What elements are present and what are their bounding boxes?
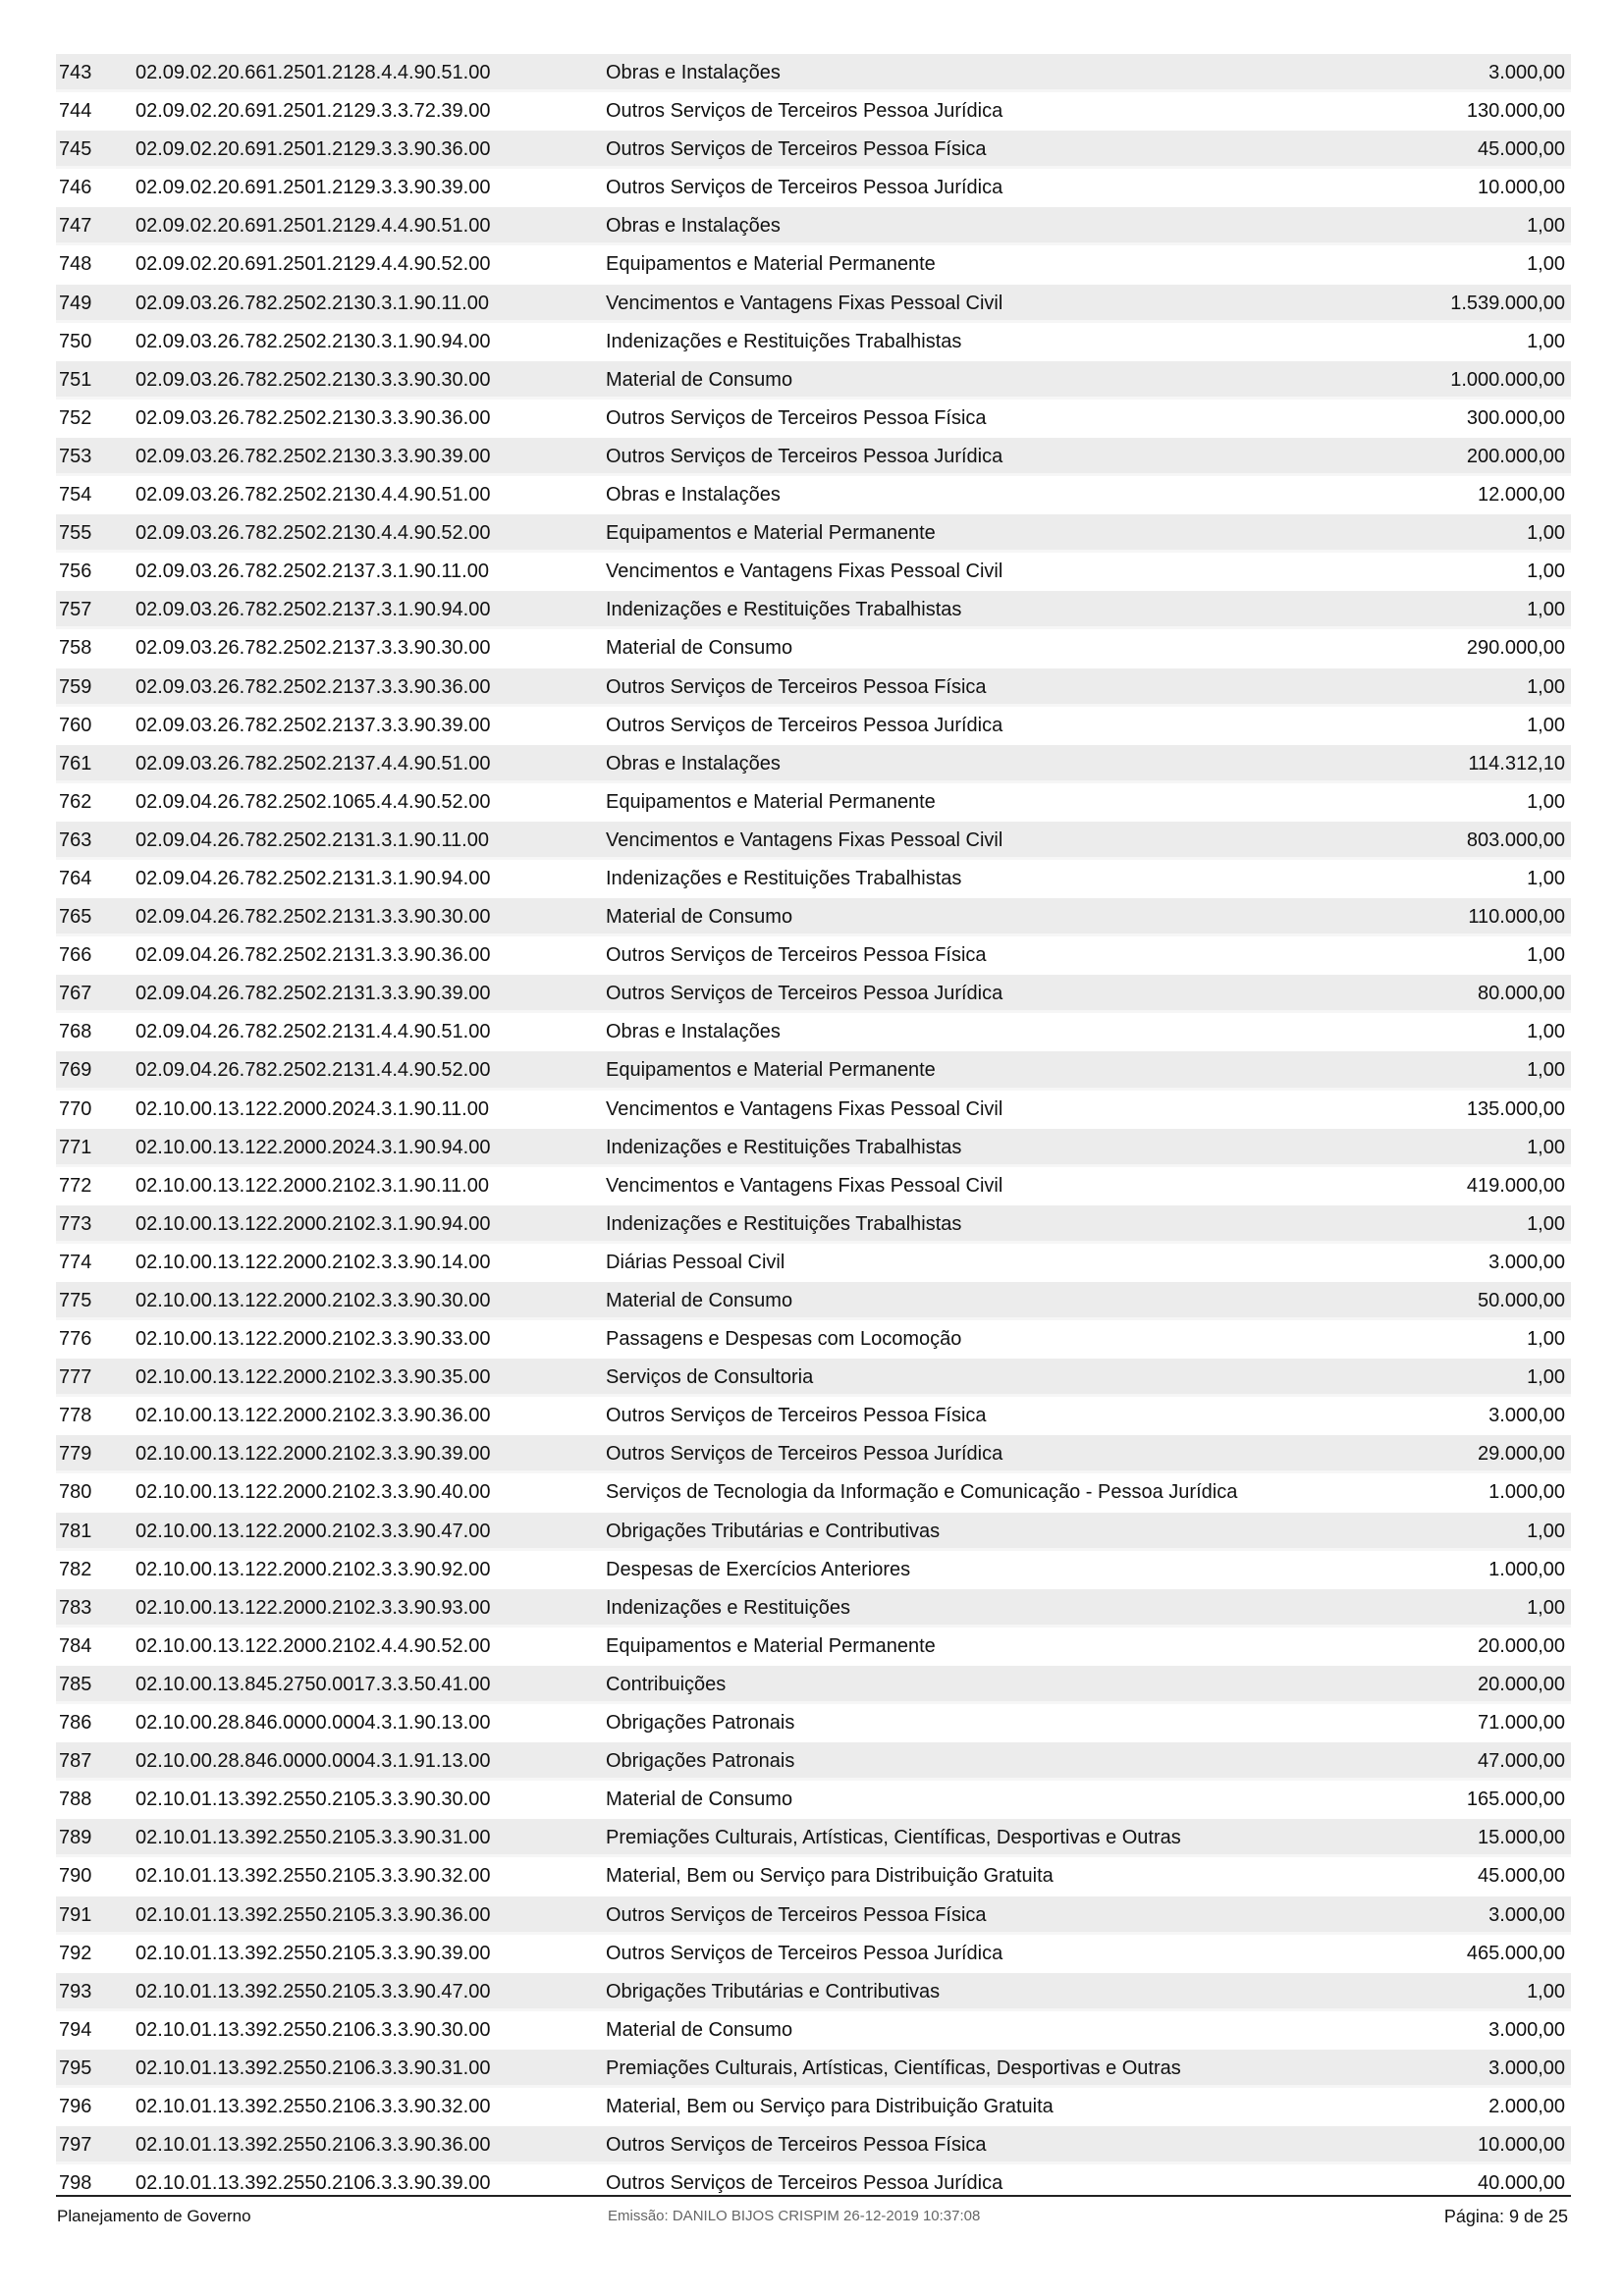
table-row (56, 2011, 1571, 2050)
account-description: Obras e Instalações (606, 62, 781, 83)
row-number: 762 (59, 790, 92, 813)
account-code: 02.10.00.28.846.0000.0004.3.1.91.13.00 (135, 1750, 491, 1773)
row-number: 796 (59, 2095, 92, 2117)
table-row (56, 2050, 1571, 2088)
row-number: 750 (59, 330, 92, 352)
account-description: Indenizações e Restituições Trabalhistas (606, 867, 962, 889)
footer-emission: Emissão: DANILO BIJOS CRISPIM 26-12-2019 10:37:08 (608, 2208, 981, 2224)
footer-page-number: Página: 9 de 25 (1443, 2207, 1568, 2226)
row-number: 763 (59, 828, 92, 851)
account-description: Vencimentos e Vantagens Fixas Pessoal Civil (606, 1174, 1003, 1197)
account-description: Contribuições (606, 1673, 727, 1695)
account-code: 02.10.00.13.122.2000.2024.3.1.90.11.00 (135, 1097, 489, 1120)
account-code: 02.10.00.13.122.2000.2102.3.1.90.11.00 (135, 1174, 489, 1197)
row-number: 748 (59, 253, 92, 276)
amount-value: 45.000,00 (1478, 138, 1565, 161)
account-code: 02.10.01.13.392.2550.2105.3.3.90.30.00 (135, 1789, 491, 1811)
amount-value: 419.000,00 (1466, 1174, 1565, 1197)
amount-value: 1.000.000,00 (1450, 368, 1565, 391)
account-description: Despesas de Exercícios Anteriores (606, 1558, 911, 1580)
account-description: Material de Consumo (606, 1789, 793, 1811)
account-code: 02.09.03.26.782.2502.2137.3.3.90.30.00 (135, 637, 491, 660)
amount-value: 20.000,00 (1478, 1634, 1565, 1657)
account-code: 02.10.00.28.846.0000.0004.3.1.90.13.00 (135, 1712, 491, 1735)
table-row (56, 1628, 1571, 1666)
table-row (56, 1935, 1571, 1973)
account-description: Indenizações e Restituições Trabalhistas (606, 1212, 962, 1235)
table-row (56, 1589, 1571, 1628)
amount-value: 1,00 (1527, 253, 1565, 276)
account-description: Indenizações e Restituições (606, 1596, 851, 1619)
row-number: 765 (59, 906, 92, 929)
amount-value: 40.000,00 (1478, 2172, 1565, 2195)
row-number: 756 (59, 561, 92, 583)
table-row (56, 476, 1571, 514)
amount-value: 1.539.000,00 (1450, 292, 1565, 314)
account-code: 02.10.00.13.122.2000.2102.4.4.90.52.00 (135, 1634, 491, 1657)
amount-value: 200.000,00 (1466, 445, 1565, 467)
account-code: 02.09.04.26.782.2502.2131.3.3.90.39.00 (135, 983, 491, 1005)
account-code: 02.09.04.26.782.2502.1065.4.4.90.52.00 (135, 790, 491, 813)
amount-value: 71.000,00 (1478, 1712, 1565, 1735)
account-code: 02.09.04.26.782.2502.2131.3.3.90.30.00 (135, 906, 491, 929)
account-code: 02.10.00.13.122.2000.2102.3.3.90.40.00 (135, 1481, 491, 1504)
account-description: Equipamentos e Material Permanente (606, 790, 936, 813)
table-row (56, 400, 1571, 438)
account-description: Outros Serviços de Terceiros Pessoa Jurídica (606, 1443, 1003, 1466)
row-number: 786 (59, 1712, 92, 1735)
account-code: 02.10.01.13.392.2550.2106.3.3.90.31.00 (135, 2056, 491, 2079)
account-description: Material, Bem ou Serviço para Distribuição Gratuita (606, 1865, 1054, 1888)
account-description: Obrigações Patronais (606, 1712, 795, 1735)
table-row (56, 1282, 1571, 1320)
table-row (56, 361, 1571, 400)
row-number: 767 (59, 983, 92, 1005)
table-row (56, 245, 1571, 284)
account-description: Vencimentos e Vantagens Fixas Pessoal Civil (606, 561, 1003, 583)
account-description: Vencimentos e Vantagens Fixas Pessoal Civil (606, 292, 1003, 314)
account-code: 02.10.01.13.392.2550.2105.3.3.90.32.00 (135, 1865, 491, 1888)
row-number: 766 (59, 944, 92, 967)
amount-value: 1,00 (1527, 944, 1565, 967)
table-row (56, 591, 1571, 629)
account-description: Material de Consumo (606, 2018, 793, 2041)
row-number: 764 (59, 867, 92, 889)
table-row (56, 1819, 1571, 1857)
row-number: 775 (59, 1290, 92, 1311)
account-description: Material de Consumo (606, 906, 793, 929)
row-number: 790 (59, 1865, 92, 1888)
amount-value: 300.000,00 (1466, 406, 1565, 429)
account-code: 02.10.00.13.122.2000.2102.3.3.90.39.00 (135, 1443, 491, 1466)
amount-value: 1.000,00 (1488, 1481, 1565, 1504)
account-code: 02.09.03.26.782.2502.2130.4.4.90.52.00 (135, 522, 491, 545)
table-row (56, 860, 1571, 898)
row-number: 782 (59, 1558, 92, 1580)
amount-value: 3.000,00 (1488, 1903, 1565, 1926)
amount-value: 1,00 (1527, 561, 1565, 583)
account-description: Outros Serviços de Terceiros Pessoa Física (606, 2134, 987, 2157)
account-code: 02.09.02.20.691.2501.2129.3.3.90.36.00 (135, 138, 491, 161)
table-row (56, 1513, 1571, 1551)
table-row (56, 668, 1571, 707)
row-number: 779 (59, 1443, 92, 1466)
amount-value: 1,00 (1527, 1328, 1565, 1351)
amount-value: 3.000,00 (1488, 62, 1565, 83)
table-row (56, 1551, 1571, 1589)
account-code: 02.10.00.13.122.2000.2102.3.3.90.33.00 (135, 1328, 491, 1351)
account-description: Indenizações e Restituições Trabalhistas (606, 1136, 962, 1158)
row-number: 778 (59, 1405, 92, 1427)
table-row (56, 783, 1571, 822)
row-number: 746 (59, 177, 92, 199)
amount-value: 165.000,00 (1466, 1789, 1565, 1811)
row-number: 757 (59, 599, 92, 621)
row-number: 798 (59, 2172, 92, 2195)
account-description: Outros Serviços de Terceiros Pessoa Física (606, 675, 987, 698)
account-code: 02.09.04.26.782.2502.2131.3.1.90.11.00 (135, 828, 489, 851)
account-description: Obrigações Tributárias e Contributivas (606, 1520, 941, 1542)
row-number: 795 (59, 2056, 92, 2079)
budget-table (56, 54, 1571, 2203)
row-number: 781 (59, 1520, 92, 1542)
row-number: 753 (59, 445, 92, 467)
account-description: Outros Serviços de Terceiros Pessoa Física (606, 1903, 987, 1926)
account-code: 02.09.03.26.782.2502.2137.4.4.90.51.00 (135, 752, 491, 774)
row-number: 789 (59, 1827, 92, 1849)
amount-value: 1,00 (1527, 1212, 1565, 1235)
row-number: 747 (59, 215, 92, 238)
account-code: 02.09.04.26.782.2502.2131.3.3.90.36.00 (135, 944, 491, 967)
account-description: Equipamentos e Material Permanente (606, 1634, 936, 1657)
table-row (56, 629, 1571, 667)
account-description: Outros Serviços de Terceiros Pessoa Jurídica (606, 445, 1003, 467)
table-row (56, 1473, 1571, 1512)
row-number: 749 (59, 292, 92, 314)
account-code: 02.09.02.20.661.2501.2128.4.4.90.51.00 (135, 62, 491, 83)
row-number: 797 (59, 2134, 92, 2157)
account-description: Outros Serviços de Terceiros Pessoa Jurídica (606, 177, 1003, 199)
table-row (56, 1781, 1571, 1819)
amount-value: 130.000,00 (1466, 100, 1565, 123)
account-description: Equipamentos e Material Permanente (606, 522, 936, 545)
amount-value: 2.000,00 (1488, 2095, 1565, 2117)
account-code: 02.09.04.26.782.2502.2131.4.4.90.52.00 (135, 1059, 491, 1082)
account-code: 02.09.03.26.782.2502.2130.3.1.90.11.00 (135, 292, 489, 314)
account-description: Outros Serviços de Terceiros Pessoa Jurídica (606, 2172, 1003, 2195)
account-description: Obras e Instalações (606, 752, 781, 774)
table-row (56, 2164, 1571, 2203)
account-code: 02.09.03.26.782.2502.2137.3.1.90.11.00 (135, 561, 489, 583)
table-row (56, 438, 1571, 476)
table-row (56, 1091, 1571, 1129)
amount-value: 1,00 (1527, 1596, 1565, 1619)
account-description: Material de Consumo (606, 637, 793, 660)
row-number: 769 (59, 1059, 92, 1082)
amount-value: 803.000,00 (1466, 828, 1565, 851)
account-description: Outros Serviços de Terceiros Pessoa Física (606, 1405, 987, 1427)
table-row (56, 1973, 1571, 2011)
table-row (56, 1129, 1571, 1167)
amount-value: 114.312,10 (1468, 752, 1565, 774)
account-description: Outros Serviços de Terceiros Pessoa Física (606, 944, 987, 967)
amount-value: 110.000,00 (1468, 906, 1565, 929)
amount-value: 1,00 (1527, 1366, 1565, 1389)
table-row (56, 169, 1571, 207)
account-description: Indenizações e Restituições Trabalhistas (606, 599, 962, 621)
account-code: 02.09.03.26.782.2502.2130.3.1.90.94.00 (135, 330, 491, 352)
row-number: 793 (59, 1980, 92, 2002)
row-number: 788 (59, 1789, 92, 1811)
account-description: Outros Serviços de Terceiros Pessoa Jurídica (606, 1942, 1003, 1964)
account-description: Outros Serviços de Terceiros Pessoa Jurídica (606, 983, 1003, 1005)
row-number: 791 (59, 1903, 92, 1926)
amount-value: 80.000,00 (1478, 983, 1565, 1005)
amount-value: 1,00 (1527, 675, 1565, 698)
account-code: 02.09.03.26.782.2502.2130.3.3.90.39.00 (135, 445, 491, 467)
account-code: 02.09.03.26.782.2502.2137.3.1.90.94.00 (135, 599, 491, 621)
footer-divider (56, 2195, 1571, 2197)
amount-value: 3.000,00 (1488, 1405, 1565, 1427)
account-description: Material, Bem ou Serviço para Distribuição Gratuita (606, 2095, 1054, 2117)
row-number: 744 (59, 100, 92, 123)
table-row (56, 1397, 1571, 1435)
account-code: 02.09.03.26.782.2502.2130.3.3.90.36.00 (135, 406, 491, 429)
amount-value: 1,00 (1527, 867, 1565, 889)
account-description: Passagens e Despesas com Locomoção (606, 1328, 962, 1351)
account-description: Material de Consumo (606, 1290, 793, 1311)
account-description: Obras e Instalações (606, 484, 781, 507)
amount-value: 465.000,00 (1466, 1942, 1565, 1964)
row-number: 776 (59, 1328, 92, 1351)
row-number: 752 (59, 406, 92, 429)
row-number: 773 (59, 1212, 92, 1235)
row-number: 755 (59, 522, 92, 545)
account-code: 02.09.02.20.691.2501.2129.4.4.90.51.00 (135, 215, 491, 238)
account-description: Vencimentos e Vantagens Fixas Pessoal Civil (606, 828, 1003, 851)
account-code: 02.10.00.13.122.2000.2102.3.3.90.35.00 (135, 1366, 491, 1389)
account-code: 02.10.01.13.392.2550.2106.3.3.90.39.00 (135, 2172, 491, 2195)
table-row (56, 975, 1571, 1013)
table-row (56, 92, 1571, 131)
amount-value: 45.000,00 (1478, 1865, 1565, 1888)
table-row (56, 131, 1571, 169)
amount-value: 1,00 (1527, 215, 1565, 238)
account-code: 02.09.03.26.782.2502.2137.3.3.90.36.00 (135, 675, 491, 698)
row-number: 777 (59, 1366, 92, 1389)
amount-value: 290.000,00 (1466, 637, 1565, 660)
account-code: 02.10.00.13.122.2000.2024.3.1.90.94.00 (135, 1136, 491, 1158)
row-number: 780 (59, 1481, 92, 1504)
account-code: 02.09.03.26.782.2502.2137.3.3.90.39.00 (135, 714, 491, 736)
amount-value: 47.000,00 (1478, 1750, 1565, 1773)
account-code: 02.09.04.26.782.2502.2131.3.1.90.94.00 (135, 867, 491, 889)
table-row (56, 707, 1571, 745)
account-code: 02.09.03.26.782.2502.2130.3.3.90.30.00 (135, 368, 491, 391)
row-number: 772 (59, 1174, 92, 1197)
row-number: 785 (59, 1673, 92, 1695)
table-row (56, 1896, 1571, 1935)
amount-value: 1,00 (1527, 714, 1565, 736)
table-row (56, 1244, 1571, 1282)
row-number: 784 (59, 1634, 92, 1657)
account-description: Indenizações e Restituições Trabalhistas (606, 330, 962, 352)
amount-value: 15.000,00 (1478, 1827, 1565, 1849)
account-description: Obras e Instalações (606, 215, 781, 238)
table-row (56, 1857, 1571, 1896)
row-number: 754 (59, 484, 92, 507)
account-description: Premiações Culturais, Artísticas, Científicas, Desportivas e Outras (606, 2056, 1181, 2079)
account-code: 02.10.01.13.392.2550.2105.3.3.90.39.00 (135, 1942, 491, 1964)
row-number: 745 (59, 138, 92, 161)
table-row (56, 2088, 1571, 2126)
row-number: 751 (59, 368, 92, 391)
account-code: 02.10.00.13.122.2000.2102.3.3.90.14.00 (135, 1251, 491, 1273)
row-number: 759 (59, 675, 92, 698)
amount-value: 135.000,00 (1466, 1097, 1565, 1120)
account-code: 02.10.01.13.392.2550.2106.3.3.90.36.00 (135, 2134, 491, 2157)
table-row (56, 54, 1571, 92)
account-code: 02.10.00.13.122.2000.2102.3.3.90.36.00 (135, 1405, 491, 1427)
row-number: 758 (59, 637, 92, 660)
account-code: 02.09.02.20.691.2501.2129.3.3.72.39.00 (135, 100, 491, 123)
account-code: 02.10.00.13.122.2000.2102.3.1.90.94.00 (135, 1212, 491, 1235)
account-description: Outros Serviços de Terceiros Pessoa Jurídica (606, 714, 1003, 736)
account-code: 02.10.01.13.392.2550.2105.3.3.90.36.00 (135, 1903, 491, 1926)
row-number: 771 (59, 1136, 92, 1158)
row-number: 783 (59, 1596, 92, 1619)
account-code: 02.10.01.13.392.2550.2105.3.3.90.31.00 (135, 1827, 491, 1849)
table-row (56, 1666, 1571, 1704)
amount-value: 1,00 (1527, 522, 1565, 545)
account-code: 02.10.00.13.122.2000.2102.3.3.90.30.00 (135, 1290, 491, 1311)
amount-value: 1,00 (1527, 1136, 1565, 1158)
amount-value: 1,00 (1527, 790, 1565, 813)
amount-value: 1,00 (1527, 1520, 1565, 1542)
account-description: Vencimentos e Vantagens Fixas Pessoal Civil (606, 1097, 1003, 1120)
table-row (56, 1320, 1571, 1359)
row-number: 761 (59, 752, 92, 774)
amount-value: 1.000,00 (1488, 1558, 1565, 1580)
row-number: 760 (59, 714, 92, 736)
table-row (56, 1051, 1571, 1090)
account-code: 02.10.00.13.122.2000.2102.3.3.90.93.00 (135, 1596, 491, 1619)
table-row (56, 898, 1571, 936)
amount-value: 1,00 (1527, 1980, 1565, 2002)
amount-value: 3.000,00 (1488, 2018, 1565, 2041)
account-description: Outros Serviços de Terceiros Pessoa Jurídica (606, 100, 1003, 123)
amount-value: 50.000,00 (1478, 1290, 1565, 1311)
row-number: 768 (59, 1021, 92, 1043)
table-row (56, 207, 1571, 245)
account-code: 02.10.01.13.392.2550.2105.3.3.90.47.00 (135, 1980, 491, 2002)
account-description: Diárias Pessoal Civil (606, 1251, 785, 1273)
amount-value: 1,00 (1527, 1021, 1565, 1043)
account-code: 02.09.02.20.691.2501.2129.3.3.90.39.00 (135, 177, 491, 199)
account-description: Outros Serviços de Terceiros Pessoa Física (606, 406, 987, 429)
account-description: Equipamentos e Material Permanente (606, 1059, 936, 1082)
account-code: 02.10.00.13.845.2750.0017.3.3.50.41.00 (135, 1673, 491, 1695)
amount-value: 1,00 (1527, 330, 1565, 352)
row-number: 792 (59, 1942, 92, 1964)
amount-value: 3.000,00 (1488, 2056, 1565, 2079)
amount-value: 10.000,00 (1478, 2134, 1565, 2157)
table-row (56, 1167, 1571, 1205)
table-row (56, 745, 1571, 783)
table-row (56, 1704, 1571, 1742)
amount-value: 20.000,00 (1478, 1673, 1565, 1695)
row-number: 774 (59, 1251, 92, 1273)
amount-value: 1,00 (1527, 599, 1565, 621)
account-code: 02.10.00.13.122.2000.2102.3.3.90.47.00 (135, 1520, 491, 1542)
account-code: 02.10.00.13.122.2000.2102.3.3.90.92.00 (135, 1558, 491, 1580)
account-description: Equipamentos e Material Permanente (606, 253, 936, 276)
account-description: Serviços de Tecnologia da Informação e Comunicação - Pessoa Jurídica (606, 1481, 1238, 1504)
footer-department: Planejamento de Governo (57, 2207, 251, 2225)
account-description: Premiações Culturais, Artísticas, Científicas, Desportivas e Outras (606, 1827, 1181, 1849)
amount-value: 1,00 (1527, 1059, 1565, 1082)
table-row (56, 1013, 1571, 1051)
table-row (56, 285, 1571, 323)
account-description: Obrigações Tributárias e Contributivas (606, 1980, 941, 2002)
amount-value: 10.000,00 (1478, 177, 1565, 199)
account-description: Outros Serviços de Terceiros Pessoa Física (606, 138, 987, 161)
amount-value: 12.000,00 (1478, 484, 1565, 507)
account-description: Material de Consumo (606, 368, 793, 391)
row-number: 794 (59, 2018, 92, 2041)
table-row (56, 323, 1571, 361)
row-number: 770 (59, 1097, 92, 1120)
table-row (56, 2126, 1571, 2164)
table-row (56, 936, 1571, 975)
account-code: 02.09.03.26.782.2502.2130.4.4.90.51.00 (135, 484, 491, 507)
table-row (56, 553, 1571, 591)
account-code: 02.10.01.13.392.2550.2106.3.3.90.30.00 (135, 2018, 491, 2041)
account-description: Obras e Instalações (606, 1021, 781, 1043)
table-row (56, 1742, 1571, 1781)
row-number: 743 (59, 62, 92, 83)
table-row (56, 1435, 1571, 1473)
account-description: Obrigações Patronais (606, 1750, 795, 1773)
account-code: 02.10.01.13.392.2550.2106.3.3.90.32.00 (135, 2095, 491, 2117)
account-code: 02.09.04.26.782.2502.2131.4.4.90.51.00 (135, 1021, 491, 1043)
amount-value: 3.000,00 (1488, 1251, 1565, 1273)
account-code: 02.09.02.20.691.2501.2129.4.4.90.52.00 (135, 253, 491, 276)
row-number: 787 (59, 1750, 92, 1773)
table-row (56, 1205, 1571, 1244)
table-row (56, 1359, 1571, 1397)
table-row (56, 822, 1571, 860)
account-description: Serviços de Consultoria (606, 1366, 814, 1389)
table-row (56, 514, 1571, 553)
amount-value: 29.000,00 (1478, 1443, 1565, 1466)
